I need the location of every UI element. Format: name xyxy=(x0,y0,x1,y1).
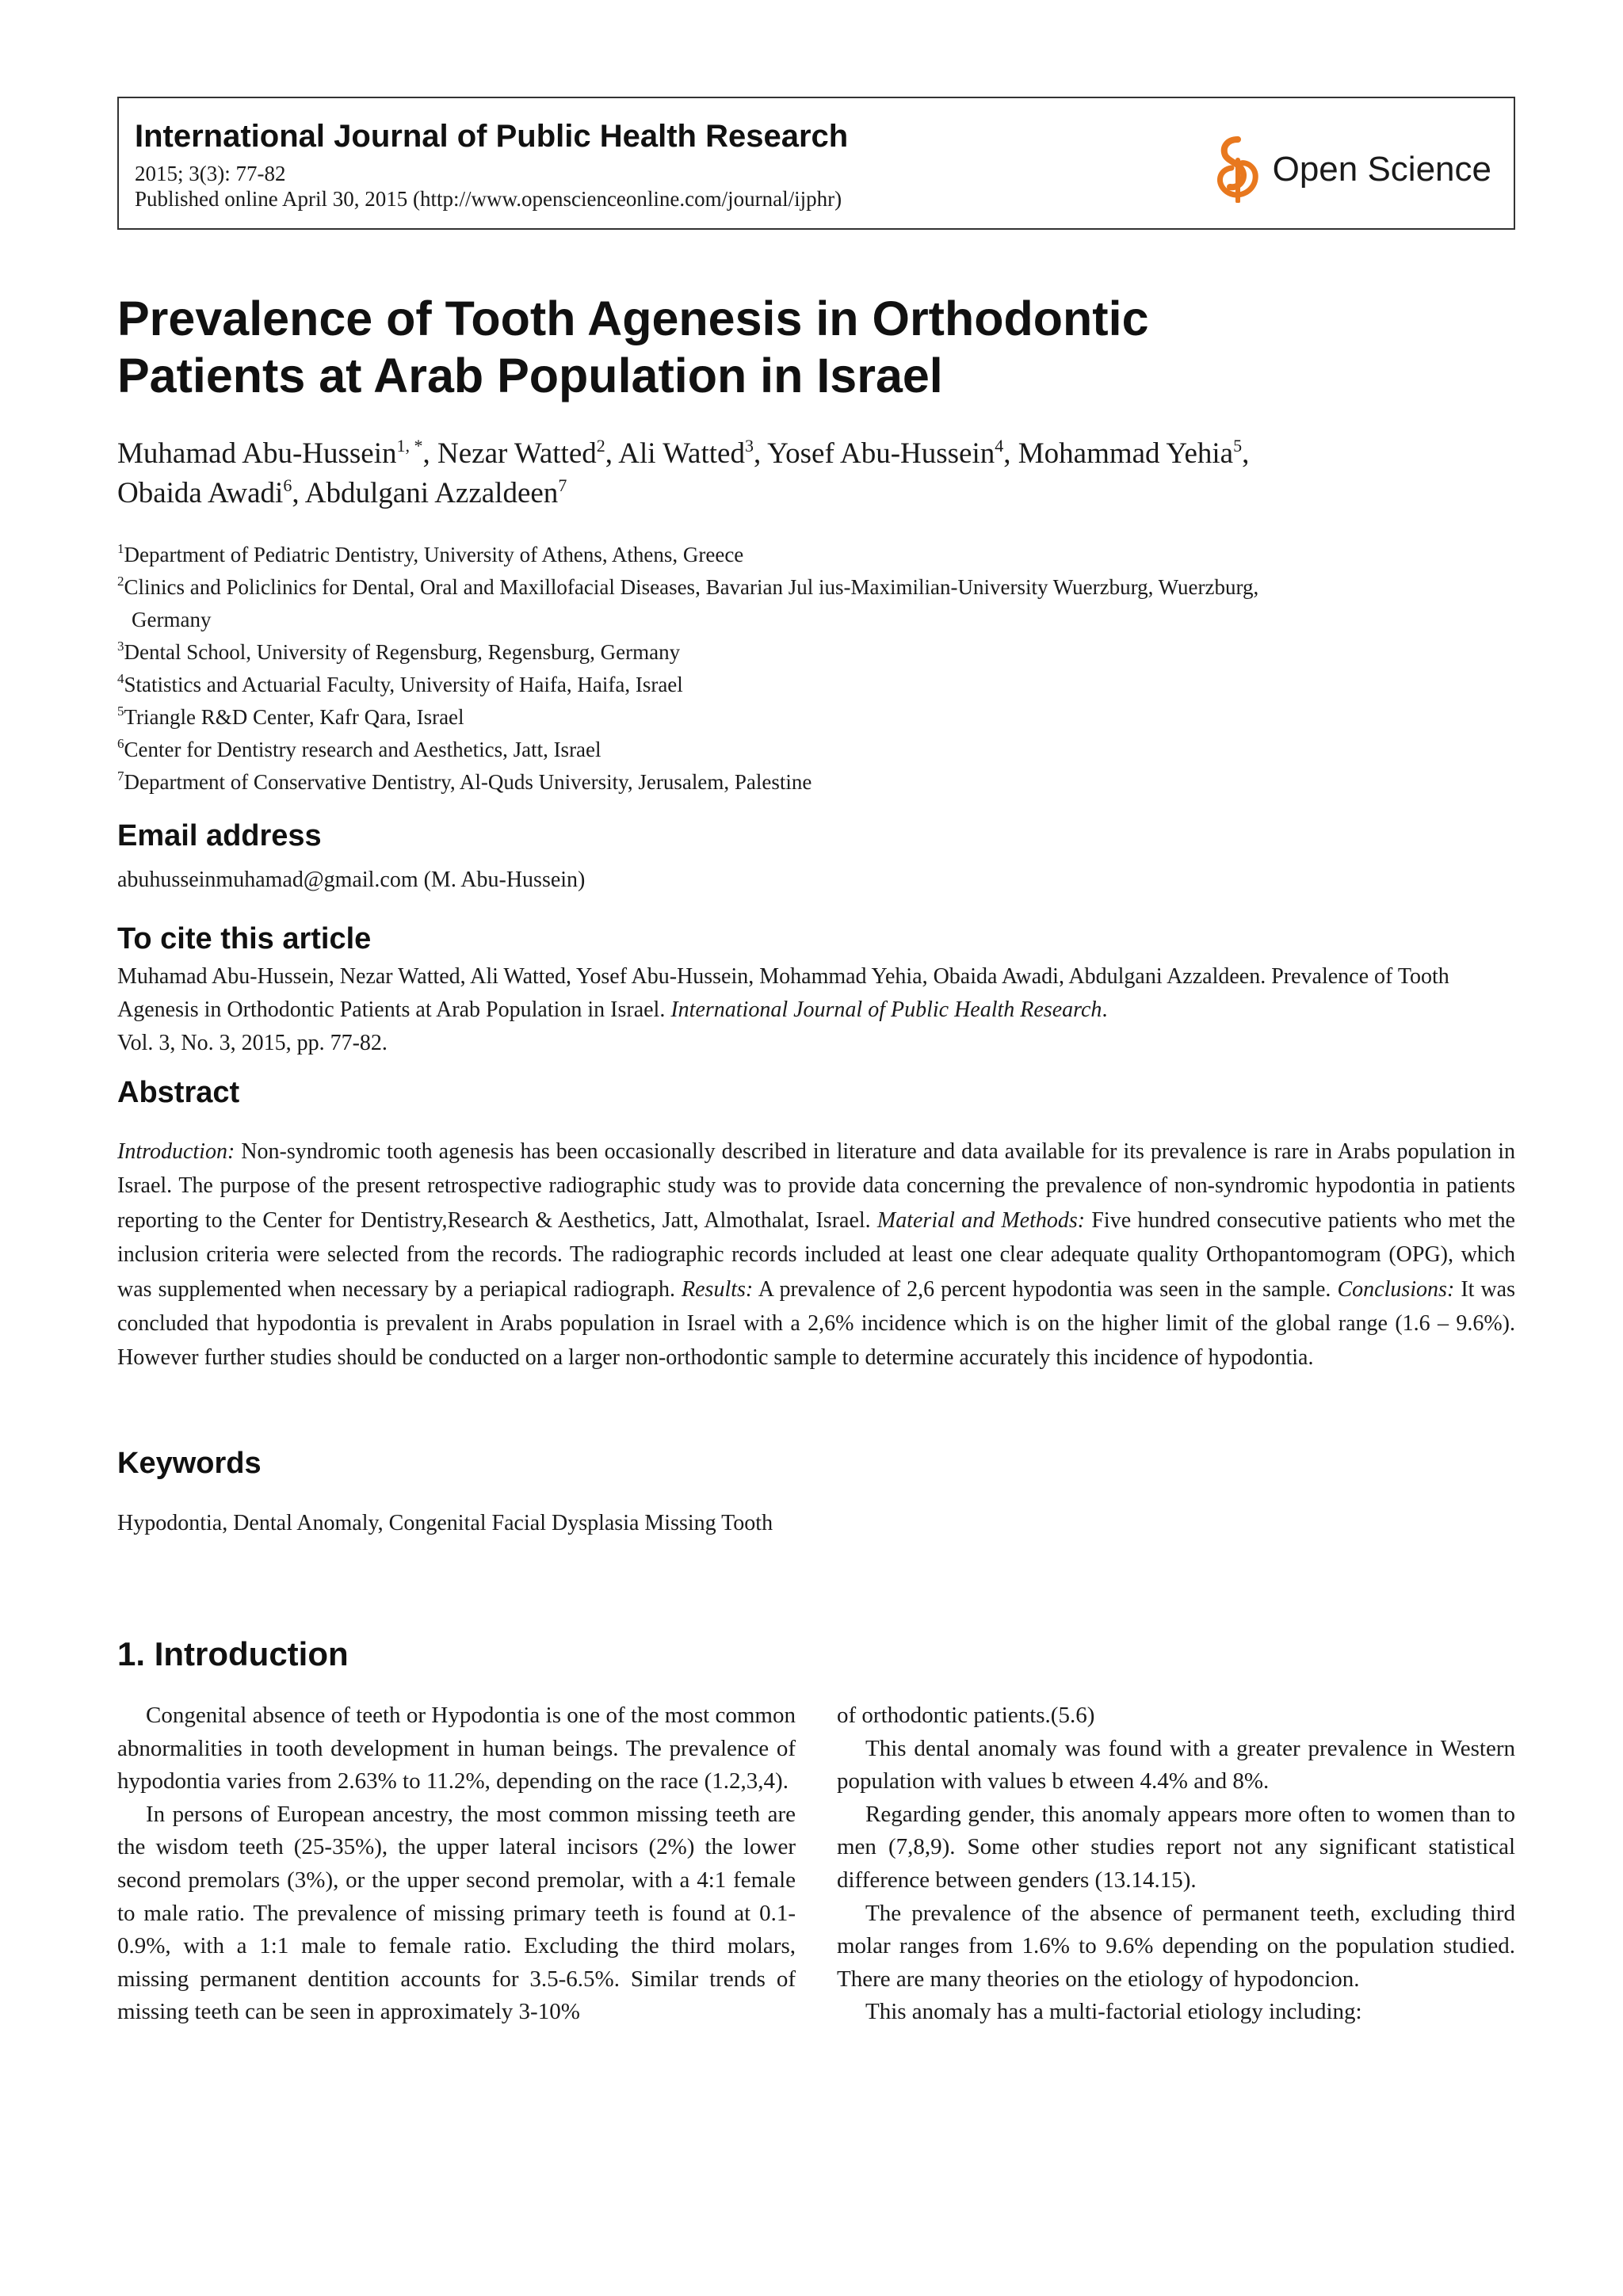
affiliation: $^6$Center for Dentistry research and Aesthetics, Jatt, Israel xyxy=(117,736,601,761)
paragraph: Regarding gender, this anomaly appears more often to women than to men (7,8,9). Some other studies report not any significant statistical difference between genders (13.14.15). xyxy=(837,1801,1515,1893)
journal-header xyxy=(117,97,1515,230)
journal-published-line: Published online April 30, 2015 (http://www.openscienceonline.com/journal/ijphr) xyxy=(135,187,842,211)
affiliation: $^1$Department of Pediatric Dentistry, University of Athens, Athens, Greece xyxy=(117,541,744,566)
paragraph: In persons of European ancestry, the most common missing teeth are the wisdom teeth (25-35%), the upper lateral incisors (2%) the lower second premolars (3%), or the upper second premolar, with a 4:1 female to male ratio. The prevalence of missing primary teeth is found at 0.1-0.9%, with a 1:1 male to female ratio. Excluding the third molars, missing permanent dentition accounts for 3.5-6.5%. Similar trends of missing teeth can be seen in approximately 3-10% xyxy=(117,1801,796,2025)
paragraph: This dental anomaly was found with a greater prevalence in Western population with values b etween 4.4% and 8%. xyxy=(837,1735,1515,1794)
author: Mohammad Yehia$^5$, xyxy=(1018,436,1250,470)
affiliation: $^4$Statistics and Actuarial Faculty, University of Haifa, Haifa, Israel xyxy=(117,671,683,696)
affiliation: $^7$Department of Conservative Dentistry, Al-Quds University, Jerusalem, Palestine xyxy=(117,769,812,794)
logo-text: Open Science xyxy=(1272,150,1491,189)
email-heading: Email address xyxy=(117,819,322,852)
email-address: abuhusseinmuhamad@gmail.com (M. Abu-Hussein) xyxy=(117,868,586,892)
author: Muhamad Abu-Hussein$^{1, *}$, xyxy=(117,436,437,470)
cite-heading: To cite this article xyxy=(117,922,372,955)
title-line-1: Prevalence of Tooth Agenesis in Orthodontic xyxy=(117,292,1149,345)
open-science-logo-icon xyxy=(1211,136,1262,203)
affiliation-list xyxy=(117,539,1528,799)
affiliation: $^2$Clinics and Policlinics for Dental, Oral and Maxillofacial Diseases, Bavarian Jul ius-Maximilian-University Wuerzburg, Wuerzburg, Germany xyxy=(117,574,1259,631)
introduction-heading: 1. Introduction xyxy=(117,1635,349,1672)
introduction-left-column xyxy=(117,1699,796,2029)
abstract-heading: Abstract xyxy=(117,1076,240,1109)
affiliation: $^3$Dental School, University of Regensburg, Regensburg, Germany xyxy=(117,639,681,664)
paragraph: This anomaly has a multi-factorial etiology including: xyxy=(865,1999,1362,2025)
author-list xyxy=(117,434,1528,513)
author: Yosef Abu-Hussein$^4$, xyxy=(767,436,1018,470)
author: Obaida Awadi$^6$, xyxy=(117,475,305,509)
abstract-text: Introduction: Non-syndromic tooth agenesis has been occasionally described in literature and data available for its prevalence is rare in Arabs population in Israel. The purpose of the present retrospective radiographic study was to provide data concerning the prevalence of non-syndromic hypodontia in patients reporting to the Center for Dentistry,Research & Aesthetics, Jatt, Almothalat, Israel. Material and Methods: Five hundred consecutive patients who met the inclusion criteria were selected from the records. The radiographic records included at least one clear adequate quality Orthopantomogram (OPG), which was supplemented when necessary by a periapical radiograph. Results: A prevalence of 2,6 percent hypodontia was seen in the sample. Conclusions: It was concluded that hypodontia is prevalent in Arabs population in Israel with a 2,6% incidence which is on the higher limit of the global range (1.6 – 9.6%). However further studies should be conducted on a larger non-orthodontic sample to determine accurately this incidence of hypodontia. xyxy=(117,1139,1516,1371)
affiliation: $^5$Triangle R&D Center, Kafr Qara, Israel xyxy=(117,704,464,729)
author: Abdulgani Azzaldeen$^7$ xyxy=(304,475,567,509)
paragraph: Congenital absence of teeth or Hypodontia is one of the most common abnormalities in tooth development in human beings. The prevalence of hypodontia varies from 2.63% to 11.2%, depending on the race (1.2,3,4). xyxy=(117,1703,796,1794)
citation-journal: International Journal of Public Health Research xyxy=(670,997,1102,1022)
introduction-right-column xyxy=(837,1699,1515,2029)
paragraph: The prevalence of the absence of permanent teeth, excluding third molar ranges from 1.6% to 9.6% depending on the population studied. There are many theories on the etiology of hypodoncion. xyxy=(837,1900,1515,1992)
keywords-heading: Keywords xyxy=(117,1447,262,1480)
journal-name: International Journal of Public Health Research xyxy=(135,119,849,154)
author: Nezar Watted$^2$, xyxy=(437,436,619,470)
keywords-text: Hypodontia, Dental Anomaly, Congenital Facial Dysplasia Missing Tooth xyxy=(117,1511,773,1535)
title-line-2: Patients at Arab Population in Israel xyxy=(117,349,943,402)
article-title xyxy=(117,290,1528,404)
author: Ali Watted$^3$, xyxy=(618,436,768,470)
citation-text: Muhamad Abu-Hussein, Nezar Watted, Ali Watted, Yosef Abu-Hussein, Mohammad Yehia, Obaida Awadi, Abdulgani Azzaldeen. Prevalence of Tooth Agenesis in Orthodontic Patients at Arab Population in Israel. International Journal of Public Health Research. Vol. 3, No. 3, 2015, pp. 77-82. xyxy=(117,964,1449,1055)
paragraph: of orthodontic patients.(5.6) xyxy=(837,1703,1095,1728)
journal-volume: 2015; 3(3): 77-82 xyxy=(135,162,286,185)
open-science-logo xyxy=(1211,138,1491,201)
